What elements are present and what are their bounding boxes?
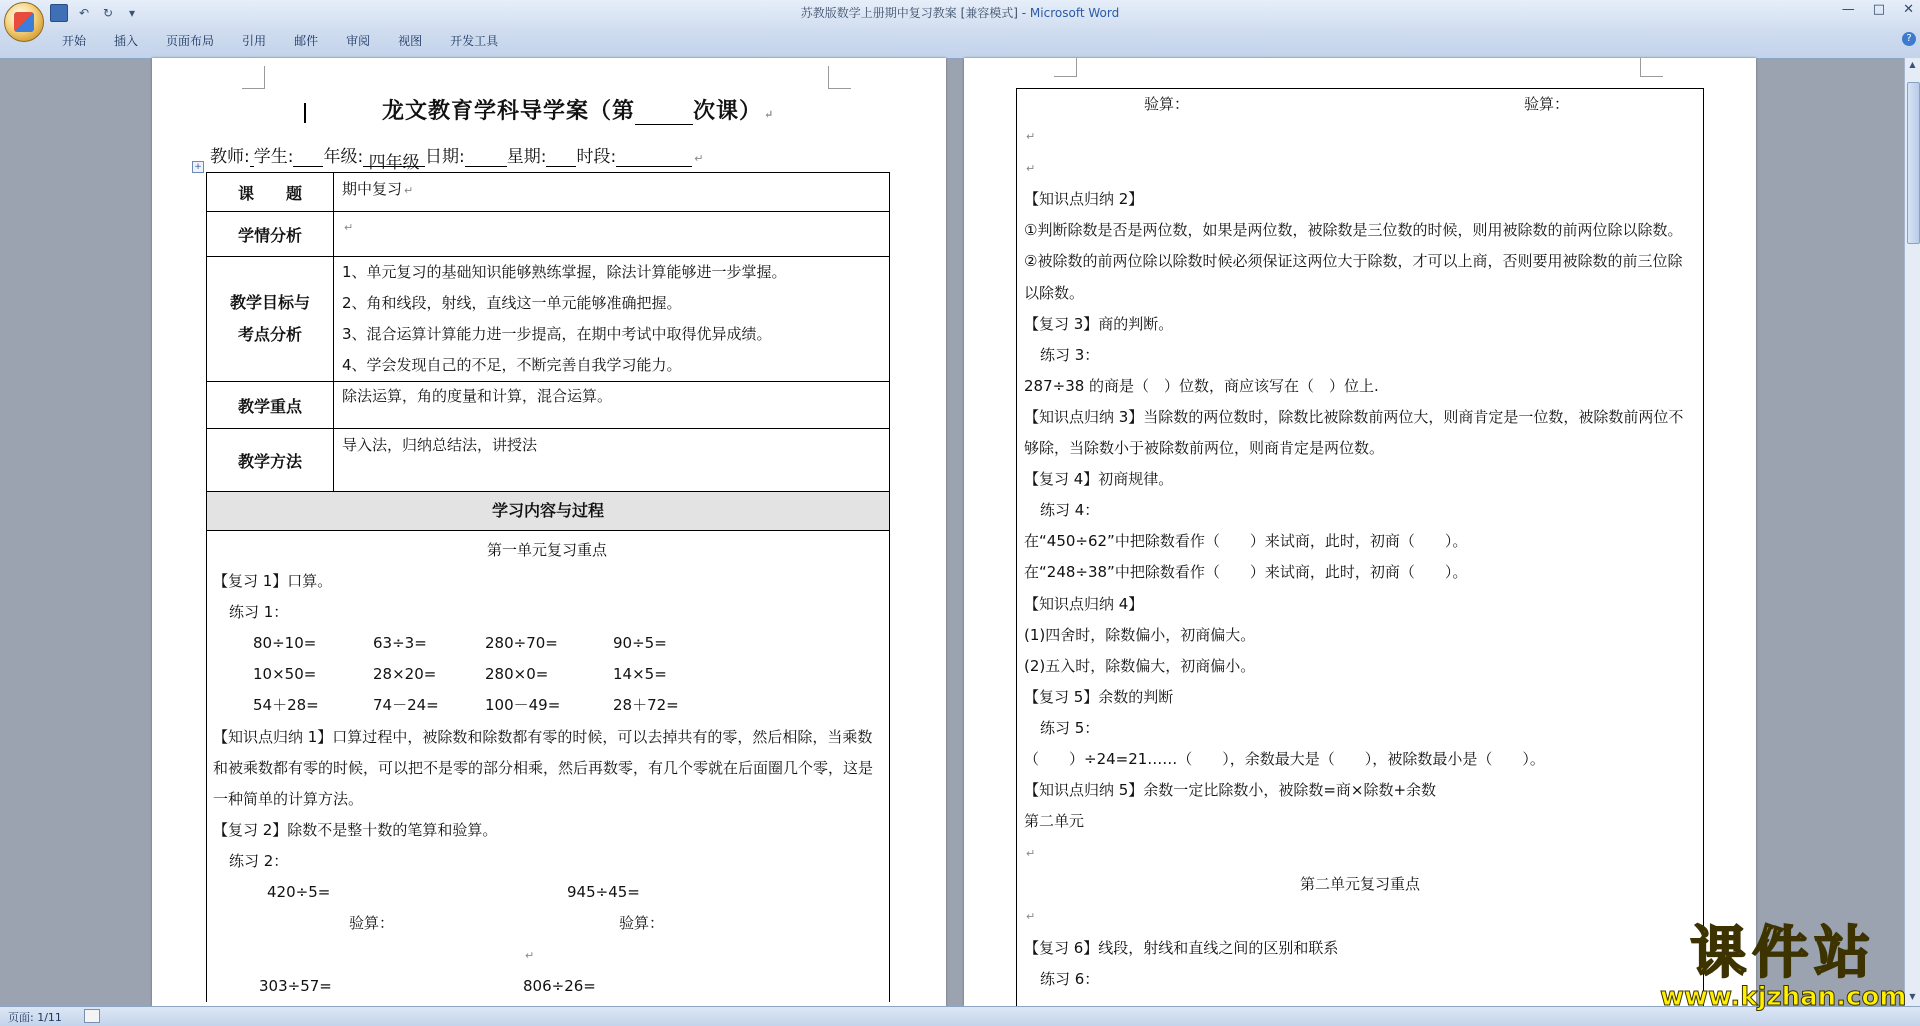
- calc-item: 54＋28=: [253, 696, 319, 715]
- site-watermark: [1660, 921, 1907, 1012]
- grade-value-text: 四年级: [368, 153, 420, 173]
- goals-list[interactable]: [334, 257, 889, 381]
- calc-row: [213, 690, 881, 721]
- review1: 【复习 1】口算。: [213, 572, 333, 591]
- goal-item: 2、角和线段，射线，直线这一单元能够准确把握。: [342, 294, 682, 312]
- document-page-2[interactable]: [964, 58, 1756, 1006]
- empty-paragraph: [213, 939, 881, 971]
- tab-developer[interactable]: 开发工具: [450, 34, 499, 48]
- vertical-scrollbar[interactable]: [1904, 58, 1920, 1006]
- paragraph-mark: ↵: [1026, 847, 1036, 861]
- focus-value-text: 除法运算，角的度量和计算，混合运算。: [342, 387, 613, 405]
- practice2-row: [213, 971, 881, 1002]
- tab-references[interactable]: 引用: [242, 34, 267, 48]
- practice1: 练习 1：: [229, 603, 289, 622]
- text-line: (1)四舍时，除数偏小，初商偏大。: [1024, 625, 1256, 644]
- empty-paragraph: [1024, 900, 1696, 932]
- document-page-1[interactable]: [152, 58, 946, 1006]
- lesson-plan-table: [206, 172, 890, 1002]
- text-line: 【复习 6】线段，射线和直线之间的区别和联系: [1024, 938, 1339, 957]
- empty-paragraph: [1024, 837, 1696, 869]
- paragraph-mark: ↵: [404, 184, 414, 197]
- date-blank[interactable]: [465, 148, 507, 167]
- text-line: 第二单元: [1024, 812, 1085, 831]
- page-count[interactable]: 页面: 1/11: [8, 1011, 62, 1024]
- minimize-button[interactable]: —: [1841, 2, 1855, 17]
- student-blank[interactable]: [293, 148, 323, 167]
- goals-label: [207, 257, 334, 381]
- calc-item: 63÷3=: [373, 634, 427, 653]
- text-cursor: [304, 103, 306, 123]
- text-line: 练习 3：: [1040, 345, 1100, 364]
- method-value-text: 导入法，归纳总结法，讲授法: [342, 436, 538, 454]
- text-line: 练习 4：: [1040, 501, 1100, 520]
- method-label: [207, 429, 334, 491]
- calc-item: 280×0=: [485, 665, 549, 684]
- practice2: 练习 2：: [229, 851, 289, 870]
- calc-item: 28＋72=: [613, 696, 679, 715]
- table-row: [207, 256, 889, 381]
- margin-corner-mark: [1640, 58, 1663, 77]
- topic-label: [207, 173, 334, 211]
- focus-value[interactable]: [334, 382, 889, 428]
- practice2-c: 303÷57=: [259, 977, 332, 996]
- topic-value-text: 期中复习: [342, 180, 403, 198]
- grade-value[interactable]: [363, 148, 425, 173]
- table-row: [207, 211, 889, 256]
- lesson-number-blank[interactable]: [635, 104, 693, 125]
- text-line: 【复习 3】商的判断。: [1024, 314, 1174, 333]
- topic-label-text: 课 题: [237, 183, 302, 203]
- calc-item: 74－24=: [373, 696, 439, 715]
- tab-review[interactable]: 审阅: [346, 34, 371, 48]
- tab-home[interactable]: 开始: [62, 34, 87, 48]
- practice2-a: 420÷5=: [267, 883, 331, 902]
- paragraph-mark: ↵: [764, 108, 775, 121]
- tab-mailings[interactable]: 邮件: [294, 34, 319, 48]
- empty-paragraph: [1024, 152, 1696, 184]
- content-body-continued[interactable]: [1017, 89, 1703, 995]
- undo-icon[interactable]: ↶: [78, 6, 90, 20]
- method-label-text: 教学方法: [237, 451, 302, 471]
- paragraph-mark: ↵: [694, 152, 704, 165]
- lesson-title-prefix: 龙文教育学科导学案（第: [382, 98, 636, 124]
- calc-row: [213, 628, 881, 659]
- check-a: 验算：: [1144, 95, 1190, 113]
- tab-insert[interactable]: 插入: [114, 34, 139, 48]
- text-line: 在“450÷62”中把除数看作（ ）来试商，此时，初商（ ）。: [1024, 532, 1468, 551]
- knowledge1: 【知识点归纳 1】口算过程中，被除数和除数都有零的时候，可以去掉共有的零，然后相除，当乘数和被乘数都有零的时候，可以把不是零的部分相乘，然后再数零，有几个零就在后面圈几个零，这是一种简单的计算方法。: [213, 727, 874, 808]
- text-line: 练习 5：: [1040, 718, 1100, 737]
- check-row: [1024, 89, 1696, 120]
- redo-icon[interactable]: ↻: [102, 6, 114, 20]
- empty-paragraph: [1024, 120, 1696, 152]
- window-controls: [1842, 2, 1914, 17]
- focus-label-text: 教学重点: [237, 396, 302, 416]
- check-b: 验算：: [1524, 95, 1570, 113]
- scroll-up-icon[interactable]: ▲: [1909, 60, 1916, 69]
- table-row: [207, 172, 889, 211]
- unit1-title: 第一单元复习重点: [486, 541, 607, 559]
- margin-corner-mark: [1054, 58, 1077, 77]
- analysis-label: [207, 212, 334, 256]
- practice2-d: 806÷26=: [523, 977, 596, 996]
- period-label: 时段:: [576, 147, 617, 167]
- help-icon[interactable]: ?: [1902, 32, 1916, 46]
- paragraph-mark: ↵: [525, 949, 535, 963]
- text-line: 287÷38 的商是（ ）位数，商应该写在（ ）位上.: [1024, 376, 1379, 395]
- unit2-title: 第二单元复习重点: [1299, 875, 1420, 894]
- paragraph-mark: ↵: [344, 221, 354, 234]
- calc-row: [213, 659, 881, 690]
- date-label: 日期:: [425, 147, 465, 167]
- ribbon-tabs: [48, 30, 512, 52]
- table-row: [207, 381, 889, 428]
- practice2-b: 945÷45=: [567, 883, 640, 902]
- table-row: [207, 428, 889, 491]
- goals-label-line2: 考点分析: [237, 325, 302, 344]
- text-line: （ ）÷24=21……（ ），余数最大是（ ），被除数最小是（ ）。: [1024, 749, 1545, 768]
- maximize-button[interactable]: □: [1872, 2, 1886, 17]
- scroll-thumb[interactable]: [1907, 82, 1920, 244]
- check-a: 验算：: [349, 914, 395, 933]
- teacher-label: 教师:: [210, 147, 250, 167]
- margin-corner-mark: [828, 66, 851, 89]
- watermark-url: www.kjzhan.com: [1660, 982, 1907, 1012]
- window-title: [0, 4, 1920, 21]
- weekday-blank[interactable]: [546, 148, 576, 167]
- calc-item: 80÷10=: [253, 634, 317, 653]
- check-row: [213, 908, 881, 939]
- calc-item: 14×5=: [613, 665, 667, 684]
- paragraph-mark: ↵: [1026, 162, 1036, 176]
- text-line: ②被除数的前两位除以除数时候必须保证这两位大于除数，才可以上商，否则要用被除数的前三位除以除数。: [1024, 252, 1683, 302]
- status-bar: [0, 1006, 1920, 1026]
- goals-label-line1: 教学目标与: [229, 293, 310, 312]
- watermark-text: 课件站: [1690, 921, 1877, 986]
- period-blank[interactable]: [616, 148, 692, 167]
- table-move-handle-icon[interactable]: +: [192, 161, 204, 173]
- text-line: 【复习 4】初商规律。: [1024, 470, 1174, 489]
- text-line: 【知识点归纳 3】当除数的两位数时，除数比被除数前两位大，则商肯定是一位数，被除数前两位不够除，当除数小于被除数前两位，则商肯定是两位数。: [1024, 407, 1684, 458]
- title-bar: [0, 0, 1920, 59]
- paragraph-mark: ↵: [1026, 130, 1036, 144]
- tab-view[interactable]: 视图: [398, 34, 423, 48]
- calc-item: 100－49=: [485, 696, 561, 715]
- lesson-info-line: [210, 142, 704, 173]
- calc-item: 10×50=: [253, 665, 317, 684]
- review2: 【复习 2】除数不是整十数的笔算和验算。: [213, 820, 498, 839]
- proofing-icon[interactable]: [84, 1009, 100, 1023]
- lesson-title-suffix: 次课）: [693, 98, 763, 124]
- scroll-down-icon[interactable]: ▼: [1909, 992, 1916, 1001]
- method-value[interactable]: [334, 429, 889, 491]
- grade-label: 年级:: [323, 147, 364, 167]
- paragraph-mark: ↵: [1026, 910, 1036, 924]
- customize-toolbar-icon[interactable]: ▾: [128, 6, 136, 20]
- calc-item: 28×20=: [373, 665, 437, 684]
- margin-corner-mark: [242, 66, 265, 89]
- content-body[interactable]: [207, 531, 889, 1002]
- calc-item: 280÷70=: [485, 634, 558, 653]
- text-line: 【知识点归纳 5】余数一定比除数小，被除数=商×除数+余数: [1024, 781, 1437, 800]
- text-line: (2)五入时，除数偏大，初商偏小。: [1024, 656, 1256, 675]
- topic-value[interactable]: [334, 173, 889, 211]
- lesson-title: [382, 94, 774, 125]
- text-line: 【知识点归纳 2】: [1024, 190, 1144, 209]
- goal-item: 4、学会发现自己的不足，不断完善自我学习能力。: [342, 356, 682, 374]
- student-label: 学生:: [253, 147, 294, 167]
- analysis-label-text: 学情分析: [237, 225, 302, 245]
- weekday-label: 星期:: [506, 147, 547, 167]
- check-b: 验算：: [619, 914, 665, 933]
- content-table-continued: [1016, 88, 1704, 1006]
- app-name: Microsoft Word: [1029, 6, 1120, 20]
- text-line: 练习 6：: [1040, 969, 1100, 988]
- goal-item: 3、混合运算计算能力进一步提高，在期中考试中取得优异成绩。: [342, 325, 772, 343]
- text-line: 在“248÷38”中把除数看作（ ）来试商，此时，初商（ ）。: [1024, 563, 1468, 582]
- text-line: 【知识点归纳 4】: [1024, 594, 1144, 613]
- calc-item: 90÷5=: [613, 634, 667, 653]
- document-title: 苏教版数学上册期中复习教案 [兼容模式] -: [800, 6, 1030, 20]
- goal-item: 1、单元复习的基础知识能够熟练掌握，除法计算能够进一步掌握。: [342, 263, 787, 281]
- text-line: ①判断除数是否是两位数，如果是两位数，被除数是三位数的时候，则用被除数的前两位除以除数。: [1024, 221, 1683, 240]
- close-button[interactable]: ✕: [1903, 2, 1914, 17]
- tab-page-layout[interactable]: 页面布局: [166, 34, 215, 48]
- content-header: 学习内容与过程: [207, 491, 889, 531]
- text-line: 【复习 5】余数的判断: [1024, 687, 1174, 706]
- focus-label: [207, 382, 334, 428]
- practice2-row: [213, 877, 881, 908]
- analysis-value[interactable]: [334, 212, 889, 256]
